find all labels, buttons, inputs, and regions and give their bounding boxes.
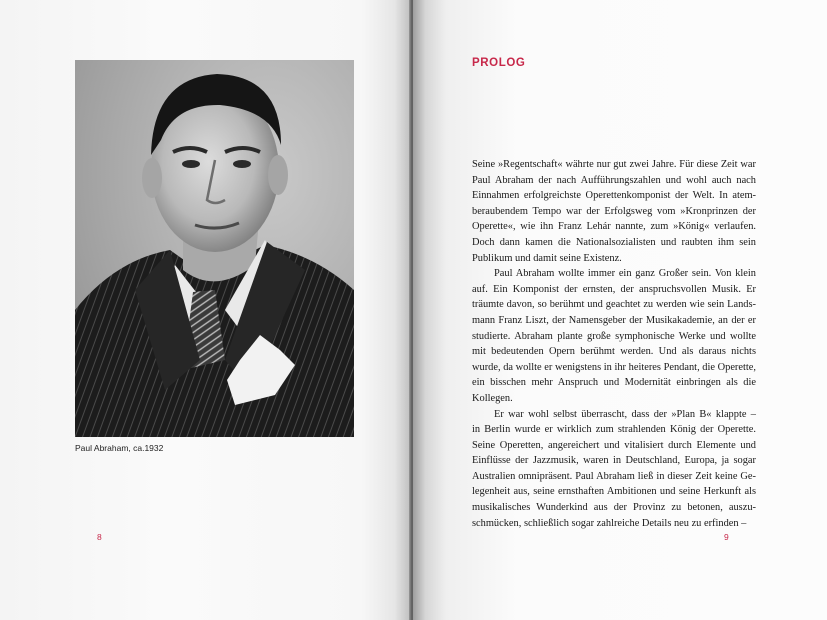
text-line: Einnahmen erfolgreichste Operettenkomponist der Welt. In atem- <box>472 190 756 202</box>
portrait-illustration <box>75 60 354 437</box>
body-text <box>472 157 756 531</box>
chapter-title: PROLOG <box>472 57 526 69</box>
text-line: ein bisschen mehr Anspruch und Modernität einbringen als die <box>472 377 756 389</box>
text-line: schmücken, schließlich sogar zahlreiche Details neu zu erfinden – <box>472 517 747 529</box>
text-line: in Berlin wurde er wirklich zum strahlenden König der Operette. <box>472 424 756 436</box>
text-line: Seine »Regentschaft« währte nur gut zwei Jahre. Für diese Zeit war <box>472 159 756 170</box>
text-line: musikalisches Wunderkind aus der Provinz zu betonen, auszu- <box>472 502 756 514</box>
left-page <box>0 0 411 620</box>
portrait-photo <box>75 60 354 437</box>
text-line: mit bedeutenden Opern berühmt werden. Und als daraus nichts <box>472 346 756 358</box>
text-line: Publikum und damit seine Existenz. <box>472 252 622 264</box>
text-line: träumte davon, so berühmt und geachtet zu werden wie sein Lands- <box>472 299 756 311</box>
page-number-right: 9 <box>724 532 729 542</box>
text-line: beraubendem Tempo war der Erfolgsweg vom »Kronprinzen der <box>472 205 756 217</box>
text-line: Australien omnipräsent. Paul Abraham ließ in dieser Zeit keine Ge- <box>472 470 756 482</box>
text-line: Paul Abraham wollte immer ein ganz Großer sein. Von klein <box>494 268 756 280</box>
photo-caption: Paul Abraham, ca.1932 <box>75 443 164 453</box>
page-number-left: 8 <box>97 532 102 542</box>
text-line: Paul Abraham der nach Aufführungszahlen und wohl auch nach <box>472 174 756 186</box>
text-line: legenheit aus, seine ernsthaften Ambitionen und seine Herkunft als <box>472 486 756 498</box>
text-line: studierte. Abraham plante große symphonische Werke und wollte <box>472 330 756 342</box>
text-line: Er war wohl selbst überrascht, dass der »Plan B« klappte – <box>494 408 756 420</box>
text-line: mann Franz Liszt, der Namensgeber der Musikakademie, an der er <box>472 314 756 326</box>
text-line: auf. Ein Komponist der ernsten, der anspruchsvollen Musik. Er <box>472 283 756 295</box>
text-line: Kollegen. <box>472 392 513 404</box>
text-line: Doch dann kamen die Nationalsozialisten und raubten ihm sein <box>472 236 756 248</box>
text-line: Einflüsse der Jazzmusik, waren in Deutschland, Europa, ja sogar <box>472 455 756 467</box>
text-line: Operette«, wie ihn Franz Lehár nannte, zum »König« verlaufen. <box>472 221 756 233</box>
text-line: Seine Operetten, angereichert und vitalisiert durch Elemente und <box>472 439 756 451</box>
text-line: wurde, da wollte er wenigstens in ihr heiteres Pendant, die Operette, <box>472 361 756 373</box>
